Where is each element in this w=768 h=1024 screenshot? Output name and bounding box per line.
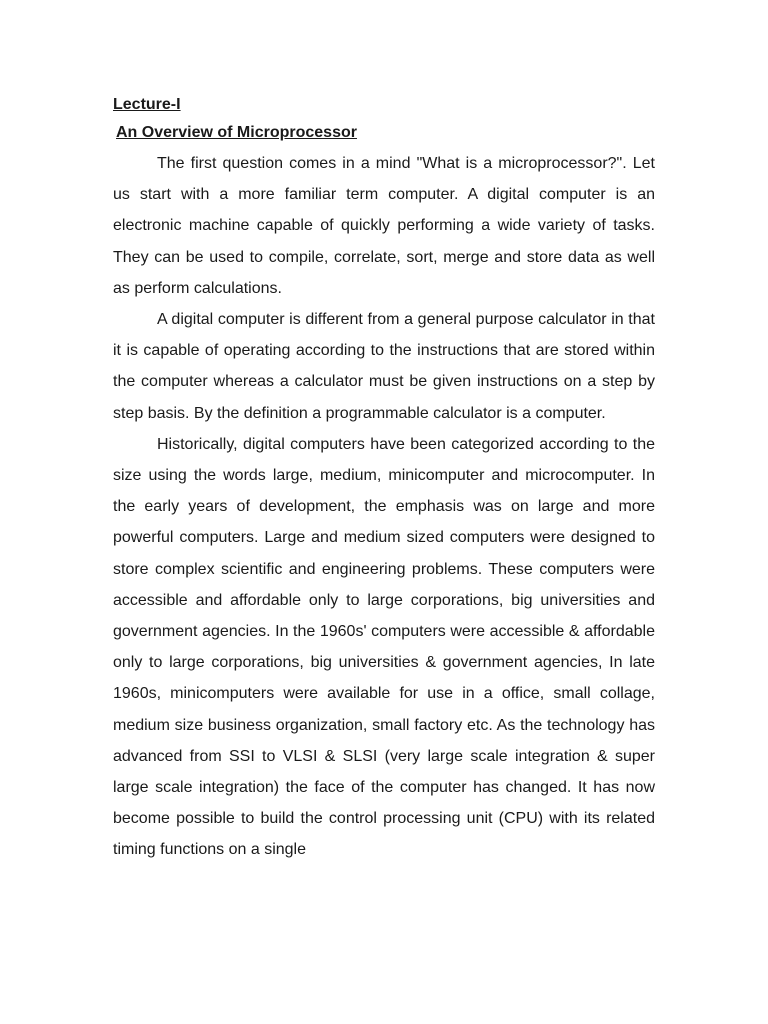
paragraph-intro: The first question comes in a mind "What is a microprocessor?". Let us start with a more familiar term computer. A digital computer is an electronic machine capable of quickly performing a wide variety of tasks. They can be used to compile, correlate, sort, merge and store data as well as perform calculations. bbox=[113, 155, 655, 297]
paragraph-history: Historically, digital computers have been categorized according to the size using the words large, medium, minicomputer and microcomputer. In the early years of development, the emphasis was on large and more powerful computers. Large and medium sized computers were designed to store complex scientific and engineering problems. These computers were accessible and affordable only to large corporations, big universities and government agencies. In the 1960s' computers were accessible & affordable only to large corporations, big universities & government agencies, In late 1960s, minicomputers were available for use in a office, small collage, medium size business organization, small factory etc. As the technology has advanced from SSI to VLSI & SLSI (very large scale integration & super large scale integration) the face of the computer has changed. It has now become possible to build the control processing unit (CPU) with its related timing functions on a single bbox=[113, 435, 655, 859]
lecture-label: Lecture-I bbox=[113, 96, 181, 113]
document-body bbox=[113, 92, 655, 866]
paragraph-calculator: A digital computer is different from a general purpose calculator in that it is capable of operating according to the instructions that are stored within the computer whereas a calculator must be given instructions on a step by step basis. By the definition a programmable calculator is a computer. bbox=[113, 311, 655, 422]
document-title: An Overview of Microprocessor bbox=[116, 124, 357, 141]
